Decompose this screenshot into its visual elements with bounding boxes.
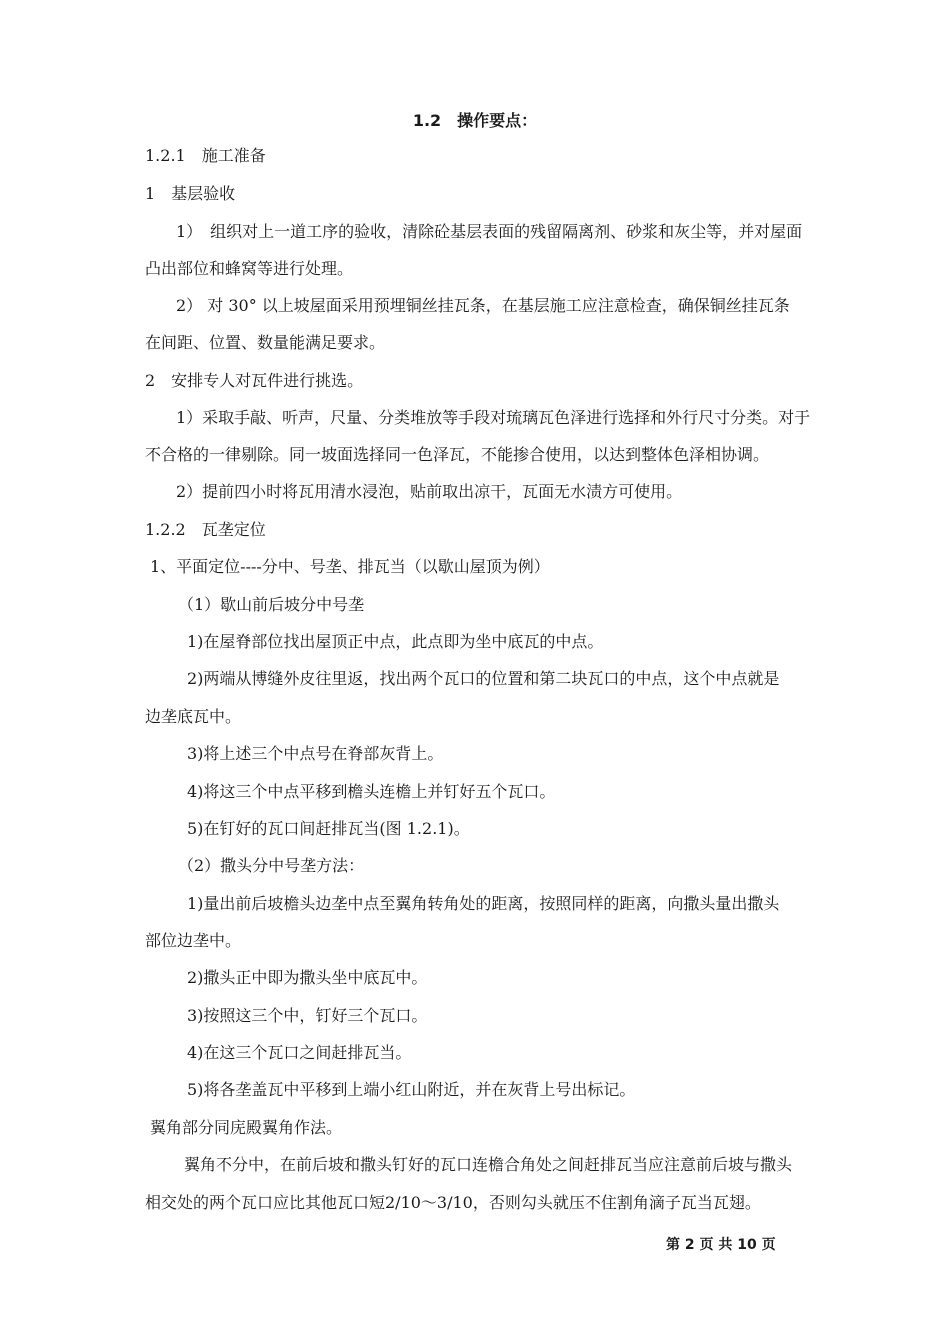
paragraph-line: 相交处的两个瓦口应比其他瓦口短2/10～3/10，否则勾头就压不住割角滴子瓦当瓦翅。: [145, 1193, 761, 1212]
paragraph-line: 3)将上述三个中点号在脊部灰背上。: [187, 744, 444, 763]
paragraph-line: 2）提前四小时将瓦用清水浸泡，贴前取出凉干，瓦面无水渍方可使用。: [176, 482, 683, 501]
paragraph-line: 在间距、位置、数量能满足要求。: [145, 333, 386, 352]
paragraph-line: 不合格的一律剔除。同一坡面选择同一色泽瓦，不能掺合使用，以达到整体色泽相协调。: [145, 445, 770, 464]
paragraph-line: （1）歇山前后坡分中号垄: [178, 595, 365, 614]
paragraph-line: 1)在屋脊部位找出屋顶正中点，此点即为坐中底瓦的中点。: [187, 632, 604, 651]
paragraph-line: 5)在钉好的瓦口间赶排瓦当(图 1.2.1)。: [187, 819, 470, 838]
paragraph-line: 凸出部位和蜂窝等进行处理。: [145, 259, 354, 278]
paragraph-line: 4)将这三个中点平移到檐头连檐上并钉好五个瓦口。: [187, 782, 556, 801]
paragraph-line: 5)将各垄盖瓦中平移到上端小红山附近，并在灰背上号出标记。: [187, 1080, 636, 1099]
heading-1-2-2: 1.2.2 瓦垄定位: [145, 520, 266, 539]
paragraph-line: 部位边垄中。: [145, 931, 242, 950]
heading-base-acceptance: 1 基层验收: [145, 184, 236, 203]
section-title: 1.2 操作要点：: [412, 111, 538, 130]
paragraph-line: 2） 对 30° 以上坡屋面采用预埋铜丝挂瓦条，在基层施工应注意检查，确保铜丝挂瓦条: [176, 296, 790, 315]
paragraph-line: 1、平面定位----分中、号垄、排瓦当（以歇山屋顶为例）: [150, 557, 550, 576]
paragraph-line: 1）采取手敲、听声，尺量、分类堆放等手段对琉璃瓦色泽进行选择和外行尺寸分类。对于: [176, 408, 811, 427]
paragraph-line: 2)撒头正中即为撒头坐中底瓦中。: [187, 968, 428, 987]
paragraph-line: 1)量出前后坡檐头边垄中点至翼角转角处的距离，按照同样的距离，向撒头量出撒头: [187, 894, 780, 913]
paragraph-line: 2)两端从博缝外皮往里返，找出两个瓦口的位置和第二块瓦口的中点，这个中点就是: [187, 669, 780, 688]
paragraph-line: 边垄底瓦中。: [145, 707, 242, 726]
paragraph-line: 3)按照这三个中，钉好三个瓦口。: [187, 1006, 428, 1025]
heading-1-2-1: 1.2.1 施工准备: [145, 146, 266, 165]
paragraph-line: 4)在这三个瓦口之间赶排瓦当。: [187, 1043, 412, 1062]
paragraph-line: 翼角不分中，在前后坡和撒头钉好的瓦口连檐合角处之间赶排瓦当应注意前后坡与撒头: [184, 1155, 793, 1174]
paragraph-line: 翼角部分同庑殿翼角作法。: [150, 1118, 343, 1137]
paragraph-line: （2）撒头分中号垄方法：: [178, 856, 365, 875]
paragraph-line: 1） 组织对上一道工序的验收，清除砼基层表面的残留隔离剂、砂浆和灰尘等，并对屋面: [176, 222, 803, 241]
heading-tile-selection: 2 安排专人对瓦件进行挑选。: [145, 371, 364, 390]
page-number: 第 2 页 共 10 页: [666, 1237, 776, 1253]
